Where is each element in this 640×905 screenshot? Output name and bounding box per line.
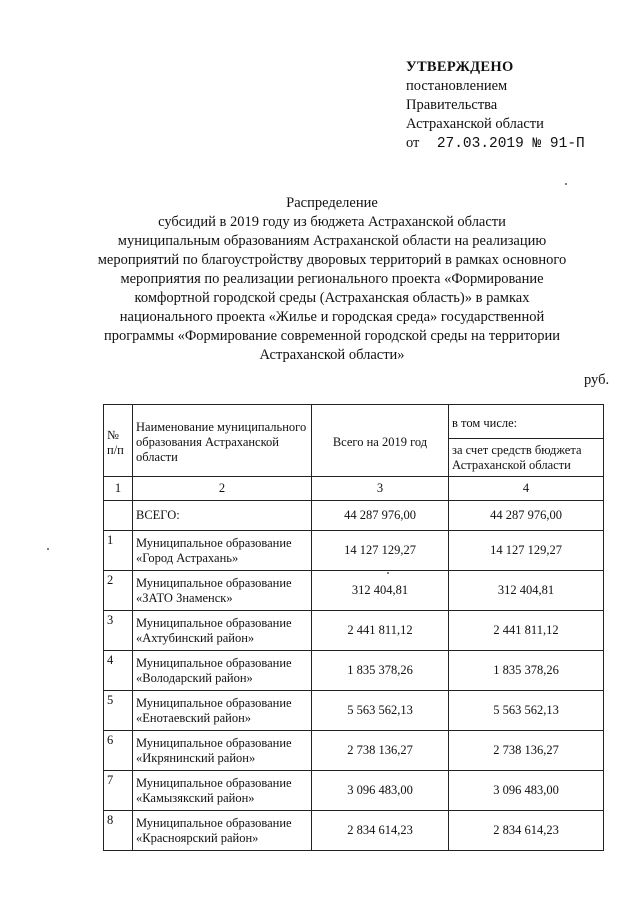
total-regional-value: 44 287 976,00	[449, 501, 604, 531]
approval-line-3: Астраханской области	[406, 116, 544, 132]
row-name: Муниципальное образование «Икрянинский район»	[133, 731, 312, 771]
row-num: 3	[104, 611, 133, 651]
title-line-8: программы «Формирование современной городской среды на территории	[103, 328, 561, 344]
row-name: Муниципальное образование «Камызякский район»	[133, 771, 312, 811]
row-total: 14 127 129,27	[312, 531, 449, 571]
row-num: 7	[104, 771, 133, 811]
row-total: 2 738 136,27	[312, 731, 449, 771]
column-number-row	[104, 477, 604, 501]
total-num-cell	[104, 501, 133, 531]
header-name: Наименование муниципального образования Астраханской области	[133, 405, 312, 477]
row-name: Муниципальное образование «Володарский район»	[133, 651, 312, 691]
table-header-row	[104, 405, 604, 439]
decree-number: 27.03.2019 № 91-П	[436, 136, 585, 152]
row-regional: 312 404,81	[449, 571, 604, 611]
title-line-1: Распределение	[286, 195, 378, 211]
title-line-7: национального проекта «Жилье и городская среда» государственной	[119, 309, 545, 325]
row-name: Муниципальное образование «Город Астрахань»	[133, 531, 312, 571]
scan-speck	[565, 183, 567, 185]
col-number: 4	[449, 477, 604, 501]
decree-reference	[406, 134, 585, 154]
row-total: 312 404,81	[312, 571, 449, 611]
document-title	[52, 194, 612, 365]
approval-line-1: постановлением	[406, 78, 508, 94]
row-regional: 2 834 614,23	[449, 811, 604, 851]
row-regional: 5 563 562,13	[449, 691, 604, 731]
title-line-4: мероприятий по благоустройству дворовых территорий в рамках основного	[97, 252, 567, 268]
col-number: 1	[104, 477, 133, 501]
col-number: 2	[133, 477, 312, 501]
row-num: 2	[104, 571, 133, 611]
row-name: Муниципальное образование «ЗАТО Знаменск»	[133, 571, 312, 611]
scan-speck	[47, 548, 49, 550]
table-row	[104, 531, 604, 571]
total-value: 44 287 976,00	[312, 501, 449, 531]
row-num: 4	[104, 651, 133, 691]
header-regional: за счет средств бюджета Астраханской области	[449, 439, 604, 477]
scan-speck	[387, 572, 389, 574]
approval-heading: УТВЕРЖДЕНО	[406, 59, 514, 75]
header-including: в том числе:	[449, 405, 604, 439]
table-row	[104, 651, 604, 691]
row-regional: 14 127 129,27	[449, 531, 604, 571]
row-regional: 3 096 483,00	[449, 771, 604, 811]
title-line-3: муниципальным образованиям Астраханской области на реализацию	[117, 233, 547, 249]
table-row	[104, 611, 604, 651]
header-num: № п/п	[104, 405, 133, 477]
table-row	[104, 731, 604, 771]
row-name: Муниципальное образование «Ахтубинский район»	[133, 611, 312, 651]
table-row	[104, 771, 604, 811]
currency-unit: руб.	[584, 372, 610, 388]
table-row	[104, 571, 604, 611]
row-name: Муниципальное образование «Красноярский район»	[133, 811, 312, 851]
row-name: Муниципальное образование «Енотаевский район»	[133, 691, 312, 731]
table-row	[104, 691, 604, 731]
table-row	[104, 811, 604, 851]
row-num: 5	[104, 691, 133, 731]
row-regional: 2 738 136,27	[449, 731, 604, 771]
approval-block	[406, 58, 585, 154]
row-regional: 2 441 811,12	[449, 611, 604, 651]
total-row	[104, 501, 604, 531]
row-num: 8	[104, 811, 133, 851]
title-line-9: Астраханской области»	[259, 347, 405, 363]
row-total: 1 835 378,26	[312, 651, 449, 691]
row-total: 2 834 614,23	[312, 811, 449, 851]
title-line-2: субсидий в 2019 году из бюджета Астраханской области	[158, 214, 506, 230]
total-label: ВСЕГО:	[133, 501, 312, 531]
row-total: 5 563 562,13	[312, 691, 449, 731]
col-number: 3	[312, 477, 449, 501]
row-num: 1	[104, 531, 133, 571]
title-line-5: мероприятия по реализации регионального проекта «Формирование	[120, 271, 544, 287]
row-total: 3 096 483,00	[312, 771, 449, 811]
approval-line-2: Правительства	[406, 97, 498, 113]
row-regional: 1 835 378,26	[449, 651, 604, 691]
decree-prefix: от	[406, 135, 420, 151]
title-line-6: комфортной городской среды (Астраханская область)» в рамках	[134, 290, 530, 306]
header-total: Всего на 2019 год	[312, 405, 449, 477]
row-num: 6	[104, 731, 133, 771]
distribution-table	[103, 404, 604, 851]
row-total: 2 441 811,12	[312, 611, 449, 651]
